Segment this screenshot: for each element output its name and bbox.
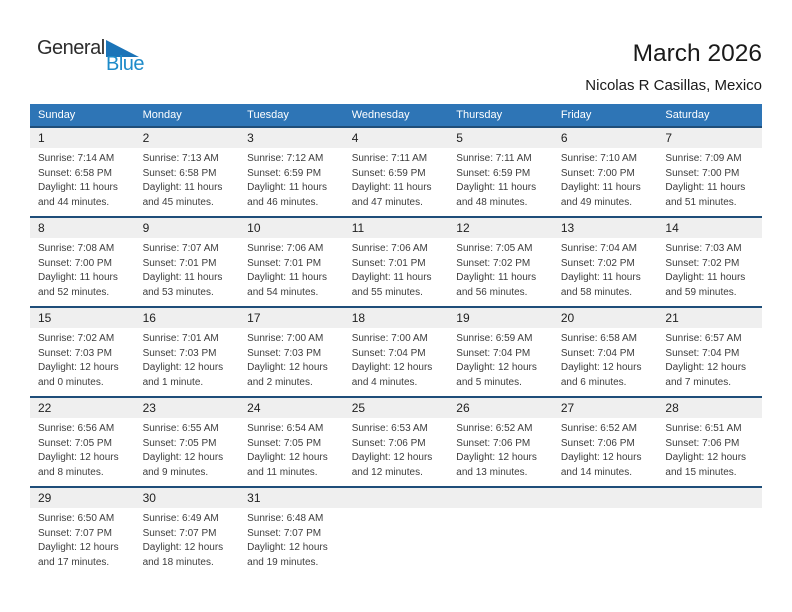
day-info — [135, 148, 240, 210]
sunrise-text: Sunrise: 6:54 AM — [247, 423, 324, 434]
weekday-header-tuesday: Tuesday — [247, 109, 289, 121]
sunset-text: Sunset: 6:59 PM — [351, 167, 426, 179]
daylight-line1: Daylight: 12 hours — [142, 542, 224, 553]
sunset-text: Sunset: 6:58 PM — [38, 167, 112, 179]
sunset-text: Sunset: 7:00 PM — [560, 167, 635, 179]
day-info — [30, 328, 135, 390]
daylight-line2: and 18 minutes. — [142, 556, 214, 568]
daylight-line1: Daylight: 11 hours — [351, 182, 432, 193]
sunrise-text: Sunrise: 7:09 AM — [665, 153, 742, 164]
sunset-text: Sunset: 7:01 PM — [142, 257, 217, 269]
daylight-line2: and 15 minutes. — [665, 466, 737, 478]
daylight-line2: and 0 minutes. — [38, 376, 104, 388]
day-number: 25 — [344, 398, 449, 418]
day-number: 1 — [30, 128, 135, 148]
daylight-line1: Daylight: 12 hours — [247, 542, 328, 553]
day-info — [30, 418, 135, 480]
day-number: 8 — [30, 218, 135, 238]
sunset-text: Sunset: 7:04 PM — [665, 347, 740, 359]
daylight-line1: Daylight: 12 hours — [456, 362, 537, 373]
daylight-line2: and 2 minutes. — [247, 376, 313, 388]
daylight-line2: and 7 minutes. — [665, 376, 732, 388]
daylight-line2: and 14 minutes. — [560, 466, 633, 478]
day-number: 11 — [344, 218, 449, 238]
sunset-text: Sunset: 7:05 PM — [247, 437, 322, 449]
daylight-line1: Daylight: 11 hours — [351, 272, 432, 283]
daylight-line2: and 5 minutes. — [456, 376, 522, 388]
weekday-header-wednesday: Wednesday — [351, 109, 410, 121]
day-number: 23 — [135, 398, 240, 418]
daylight-line2: and 51 minutes. — [665, 196, 737, 208]
daylight-line1: Daylight: 12 hours — [247, 362, 328, 373]
day-cell-15 — [30, 308, 135, 396]
sunset-text: Sunset: 7:03 PM — [142, 347, 217, 359]
day-info — [135, 328, 240, 390]
daylight-line2: and 9 minutes. — [142, 466, 209, 478]
sunrise-text: Sunrise: 6:51 AM — [665, 423, 742, 434]
day-info — [239, 238, 344, 300]
day-info — [344, 238, 449, 300]
sunset-text: Sunset: 7:01 PM — [247, 257, 322, 269]
sunset-text: Sunset: 7:06 PM — [560, 437, 635, 449]
day-cell-7 — [657, 128, 762, 216]
day-number: 20 — [553, 308, 658, 328]
day-number: 7 — [657, 128, 762, 148]
empty-day-cell — [553, 488, 658, 576]
day-info — [135, 238, 240, 300]
daylight-line2: and 44 minutes. — [38, 196, 110, 208]
day-number: 2 — [135, 128, 240, 148]
day-number — [448, 488, 553, 508]
day-cell-31 — [239, 488, 344, 576]
sunset-text: Sunset: 6:59 PM — [456, 167, 531, 179]
daylight-line1: Daylight: 12 hours — [38, 362, 119, 373]
day-cell-3 — [239, 128, 344, 216]
daylight-line2: and 45 minutes. — [142, 196, 214, 208]
daylight-line1: Daylight: 12 hours — [38, 452, 119, 463]
sunrise-text: Sunrise: 7:05 AM — [456, 243, 533, 254]
day-cell-11 — [344, 218, 449, 306]
sunrise-text: Sunrise: 7:01 AM — [142, 333, 219, 344]
daylight-line2: and 56 minutes. — [456, 286, 528, 298]
weekday-header-friday: Friday — [560, 109, 592, 121]
daylight-line2: and 6 minutes. — [560, 376, 627, 388]
weekday-header-saturday: Saturday — [665, 109, 710, 121]
weekday-header-row — [30, 104, 762, 126]
sunrise-text: Sunrise: 7:06 AM — [247, 243, 324, 254]
sunset-text: Sunset: 6:59 PM — [247, 167, 322, 179]
day-cell-8 — [30, 218, 135, 306]
day-number: 30 — [135, 488, 240, 508]
day-cell-20 — [553, 308, 658, 396]
day-number: 31 — [239, 488, 344, 508]
sunset-text: Sunset: 7:01 PM — [351, 257, 426, 269]
day-number: 21 — [657, 308, 762, 328]
daylight-line1: Daylight: 11 hours — [247, 272, 327, 283]
day-info — [135, 508, 240, 570]
sunset-text: Sunset: 7:05 PM — [142, 437, 217, 449]
page-subtitle: Nicolas R Casillas, Mexico — [585, 77, 762, 94]
daylight-line1: Daylight: 11 hours — [456, 272, 537, 283]
day-number: 9 — [135, 218, 240, 238]
daylight-line1: Daylight: 11 hours — [560, 272, 641, 283]
sunset-text: Sunset: 7:03 PM — [247, 347, 322, 359]
day-cell-19 — [448, 308, 553, 396]
week-row-1 — [30, 126, 762, 216]
sunrise-text: Sunrise: 6:55 AM — [142, 423, 219, 434]
day-cell-30 — [135, 488, 240, 576]
day-number: 15 — [30, 308, 135, 328]
sunset-text: Sunset: 7:06 PM — [665, 437, 740, 449]
sunrise-text: Sunrise: 7:08 AM — [38, 243, 115, 254]
day-cell-22 — [30, 398, 135, 486]
daylight-line1: Daylight: 11 hours — [665, 182, 746, 193]
sunset-text: Sunset: 7:05 PM — [38, 437, 112, 449]
day-cell-6 — [553, 128, 658, 216]
day-number: 3 — [239, 128, 344, 148]
empty-day-cell — [344, 488, 449, 576]
day-number — [344, 488, 449, 508]
day-cell-13 — [553, 218, 658, 306]
sunset-text: Sunset: 7:06 PM — [351, 437, 426, 449]
daylight-line1: Daylight: 11 hours — [142, 182, 223, 193]
day-info — [344, 418, 449, 480]
sunset-text: Sunset: 7:02 PM — [456, 257, 531, 269]
sunrise-text: Sunrise: 7:04 AM — [560, 243, 637, 254]
daylight-line2: and 12 minutes. — [351, 466, 423, 478]
sunrise-text: Sunrise: 6:52 AM — [560, 423, 637, 434]
day-info — [657, 148, 762, 210]
day-number: 26 — [448, 398, 553, 418]
sunrise-text: Sunrise: 6:59 AM — [456, 333, 533, 344]
sunrise-text: Sunrise: 6:57 AM — [665, 333, 742, 344]
daylight-line1: Daylight: 11 hours — [142, 272, 223, 283]
daylight-line1: Daylight: 12 hours — [456, 452, 537, 463]
day-info — [553, 418, 658, 480]
day-number: 16 — [135, 308, 240, 328]
sunrise-text: Sunrise: 6:56 AM — [38, 423, 115, 434]
day-info — [448, 238, 553, 300]
day-number: 4 — [344, 128, 449, 148]
day-number: 14 — [657, 218, 762, 238]
day-number — [553, 488, 658, 508]
day-info — [657, 238, 762, 300]
day-cell-27 — [553, 398, 658, 486]
sunrise-text: Sunrise: 6:58 AM — [560, 333, 637, 344]
day-info — [344, 148, 449, 210]
day-info — [135, 418, 240, 480]
daylight-line1: Daylight: 12 hours — [38, 542, 119, 553]
day-cell-9 — [135, 218, 240, 306]
weekday-header-monday: Monday — [142, 109, 182, 121]
sunset-text: Sunset: 7:00 PM — [665, 167, 740, 179]
week-row-3 — [30, 306, 762, 396]
sunrise-text: Sunrise: 7:13 AM — [142, 153, 219, 164]
sunrise-text: Sunrise: 7:11 AM — [351, 153, 428, 164]
daylight-line1: Daylight: 11 hours — [665, 272, 746, 283]
daylight-line2: and 54 minutes. — [247, 286, 319, 298]
daylight-line2: and 1 minute. — [142, 376, 204, 388]
day-info — [657, 418, 762, 480]
logo-blue-text: Blue — [106, 53, 145, 75]
day-cell-25 — [344, 398, 449, 486]
sunrise-text: Sunrise: 6:50 AM — [38, 513, 115, 524]
sunrise-text: Sunrise: 7:10 AM — [560, 153, 637, 164]
day-info — [239, 148, 344, 210]
daylight-line1: Daylight: 12 hours — [247, 452, 328, 463]
day-info — [239, 328, 344, 390]
daylight-line2: and 8 minutes. — [38, 466, 104, 478]
day-number: 29 — [30, 488, 135, 508]
daylight-line1: Daylight: 12 hours — [142, 362, 224, 373]
day-info — [239, 508, 344, 570]
sunrise-text: Sunrise: 7:07 AM — [142, 243, 219, 254]
sunrise-text: Sunrise: 7:11 AM — [456, 153, 532, 164]
daylight-line1: Daylight: 12 hours — [351, 362, 433, 373]
daylight-line1: Daylight: 11 hours — [560, 182, 641, 193]
sunrise-text: Sunrise: 7:00 AM — [247, 333, 324, 344]
day-cell-14 — [657, 218, 762, 306]
day-info — [30, 238, 135, 300]
day-cell-1 — [30, 128, 135, 216]
day-info — [30, 508, 135, 570]
week-row-2 — [30, 216, 762, 306]
day-cell-18 — [344, 308, 449, 396]
daylight-line2: and 4 minutes. — [351, 376, 418, 388]
daylight-line2: and 11 minutes. — [247, 466, 318, 478]
daylight-line2: and 48 minutes. — [456, 196, 528, 208]
day-info — [657, 328, 762, 390]
daylight-line1: Daylight: 11 hours — [38, 182, 118, 193]
calendar-grid — [30, 104, 762, 576]
day-number — [657, 488, 762, 508]
day-number: 27 — [553, 398, 658, 418]
daylight-line1: Daylight: 12 hours — [351, 452, 433, 463]
daylight-line2: and 17 minutes. — [38, 556, 110, 568]
day-cell-4 — [344, 128, 449, 216]
day-cell-12 — [448, 218, 553, 306]
daylight-line2: and 55 minutes. — [351, 286, 423, 298]
daylight-line2: and 47 minutes. — [351, 196, 423, 208]
sunrise-text: Sunrise: 7:03 AM — [665, 243, 742, 254]
day-cell-23 — [135, 398, 240, 486]
weekday-header-sunday: Sunday — [38, 109, 76, 121]
sunset-text: Sunset: 7:02 PM — [560, 257, 635, 269]
day-number: 12 — [448, 218, 553, 238]
general-blue-logo — [37, 38, 144, 74]
day-number: 22 — [30, 398, 135, 418]
sunrise-text: Sunrise: 7:12 AM — [247, 153, 324, 164]
day-cell-2 — [135, 128, 240, 216]
sunset-text: Sunset: 7:07 PM — [247, 527, 322, 539]
daylight-line2: and 46 minutes. — [247, 196, 319, 208]
day-cell-26 — [448, 398, 553, 486]
sunset-text: Sunset: 7:04 PM — [560, 347, 635, 359]
sunset-text: Sunset: 7:07 PM — [38, 527, 112, 539]
day-number: 5 — [448, 128, 553, 148]
day-number: 13 — [553, 218, 658, 238]
sunrise-text: Sunrise: 6:48 AM — [247, 513, 324, 524]
day-info — [448, 148, 553, 210]
logo-general-text: General — [37, 37, 105, 59]
day-number: 6 — [553, 128, 658, 148]
sunrise-text: Sunrise: 6:53 AM — [351, 423, 428, 434]
sunset-text: Sunset: 7:02 PM — [665, 257, 740, 269]
day-info — [344, 328, 449, 390]
sunrise-text: Sunrise: 6:52 AM — [456, 423, 533, 434]
day-info — [448, 418, 553, 480]
daylight-line1: Daylight: 12 hours — [560, 452, 642, 463]
day-info — [553, 238, 658, 300]
day-cell-16 — [135, 308, 240, 396]
week-row-4 — [30, 396, 762, 486]
sunrise-text: Sunrise: 7:00 AM — [351, 333, 428, 344]
day-number: 17 — [239, 308, 344, 328]
day-info — [30, 148, 135, 210]
sunset-text: Sunset: 7:04 PM — [351, 347, 426, 359]
daylight-line1: Daylight: 12 hours — [665, 362, 747, 373]
daylight-line2: and 52 minutes. — [38, 286, 110, 298]
sunrise-text: Sunrise: 7:02 AM — [38, 333, 115, 344]
empty-day-cell — [657, 488, 762, 576]
daylight-line1: Daylight: 12 hours — [142, 452, 224, 463]
sunrise-text: Sunrise: 6:49 AM — [142, 513, 219, 524]
empty-day-cell — [448, 488, 553, 576]
daylight-line1: Daylight: 11 hours — [456, 182, 537, 193]
weekday-header-thursday: Thursday — [456, 109, 503, 121]
daylight-line1: Daylight: 12 hours — [665, 452, 747, 463]
day-number: 10 — [239, 218, 344, 238]
sunset-text: Sunset: 7:07 PM — [142, 527, 217, 539]
daylight-line2: and 13 minutes. — [456, 466, 528, 478]
daylight-line2: and 49 minutes. — [560, 196, 633, 208]
day-number: 18 — [344, 308, 449, 328]
daylight-line2: and 58 minutes. — [560, 286, 633, 298]
sunset-text: Sunset: 7:03 PM — [38, 347, 112, 359]
day-number: 28 — [657, 398, 762, 418]
daylight-line2: and 59 minutes. — [665, 286, 737, 298]
day-cell-24 — [239, 398, 344, 486]
day-cell-5 — [448, 128, 553, 216]
day-cell-17 — [239, 308, 344, 396]
daylight-line2: and 19 minutes. — [247, 556, 319, 568]
day-info — [553, 148, 658, 210]
day-info — [448, 328, 553, 390]
day-number: 24 — [239, 398, 344, 418]
day-cell-28 — [657, 398, 762, 486]
sunset-text: Sunset: 6:58 PM — [142, 167, 217, 179]
week-row-5 — [30, 486, 762, 576]
daylight-line1: Daylight: 11 hours — [38, 272, 118, 283]
sunrise-text: Sunrise: 7:06 AM — [351, 243, 428, 254]
day-number: 19 — [448, 308, 553, 328]
sunset-text: Sunset: 7:04 PM — [456, 347, 531, 359]
sunset-text: Sunset: 7:00 PM — [38, 257, 112, 269]
day-info — [239, 418, 344, 480]
page-title: March 2026 — [632, 40, 762, 67]
day-cell-29 — [30, 488, 135, 576]
daylight-line2: and 53 minutes. — [142, 286, 214, 298]
day-cell-21 — [657, 308, 762, 396]
sunrise-text: Sunrise: 7:14 AM — [38, 153, 115, 164]
day-info — [553, 328, 658, 390]
day-cell-10 — [239, 218, 344, 306]
sunset-text: Sunset: 7:06 PM — [456, 437, 531, 449]
daylight-line1: Daylight: 12 hours — [560, 362, 642, 373]
daylight-line1: Daylight: 11 hours — [247, 182, 327, 193]
